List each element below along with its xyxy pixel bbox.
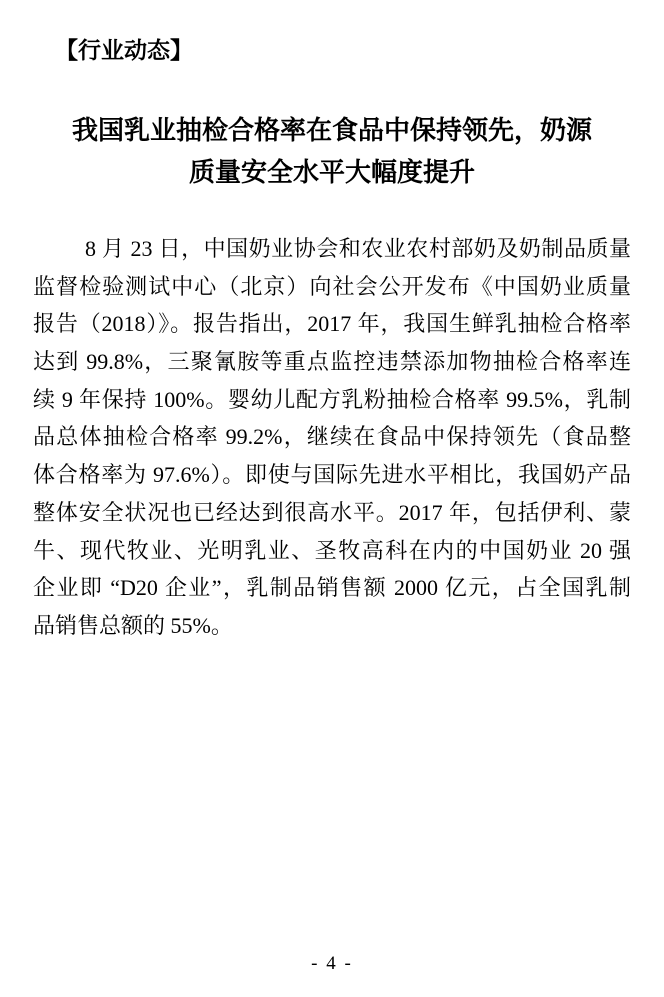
body-text-line: 牛、现代牧业、光明乳业、圣牧高科在内的中国奶业 20 强 [33, 537, 631, 563]
article-title [30, 110, 634, 194]
article-title-line-1: 我国乳业抽检合格率在食品中保持领先，奶源 [71, 116, 592, 145]
section-header-label: 【行业动态】 [55, 37, 193, 63]
page-number: - 4 - [311, 953, 353, 974]
body-text-line: 品销售总额的 55%。 [33, 612, 233, 638]
body-text-line: 品总体抽检合格率 99.2%，继续在食品中保持领先（食品整 [33, 424, 631, 450]
body-text-line: 整体安全状况也已经达到很高水平。2017 年，包括伊利、蒙 [33, 499, 631, 525]
body-text-line: 报告（2018）》。报告指出，2017 年，我国生鲜乳抽检合格率 [33, 311, 631, 337]
body-text-line: 监督检验测试中心（北京）向社会公开发布《中国奶业质量 [33, 273, 631, 299]
article-body [33, 230, 631, 645]
body-text-line: 体合格率为 97.6%）。即使与国际先进水平相比，我国奶产品 [33, 462, 631, 488]
article-title-line-2: 质量安全水平大幅度提升 [188, 158, 475, 187]
body-text-line: 8 月 23 日，中国奶业协会和农业农村部奶及奶制品质量 [85, 236, 631, 261]
body-text-line: 续 9 年保持 100%。婴幼儿配方乳粉抽检合格率 99.5%，乳制 [33, 386, 631, 412]
body-text-line: 企业即 “D20 企业”，乳制品销售额 2000 亿元，占全国乳制 [33, 575, 631, 601]
body-text-line: 达到 99.8%，三聚氰胺等重点监控违禁添加物抽检合格率连 [33, 349, 631, 375]
